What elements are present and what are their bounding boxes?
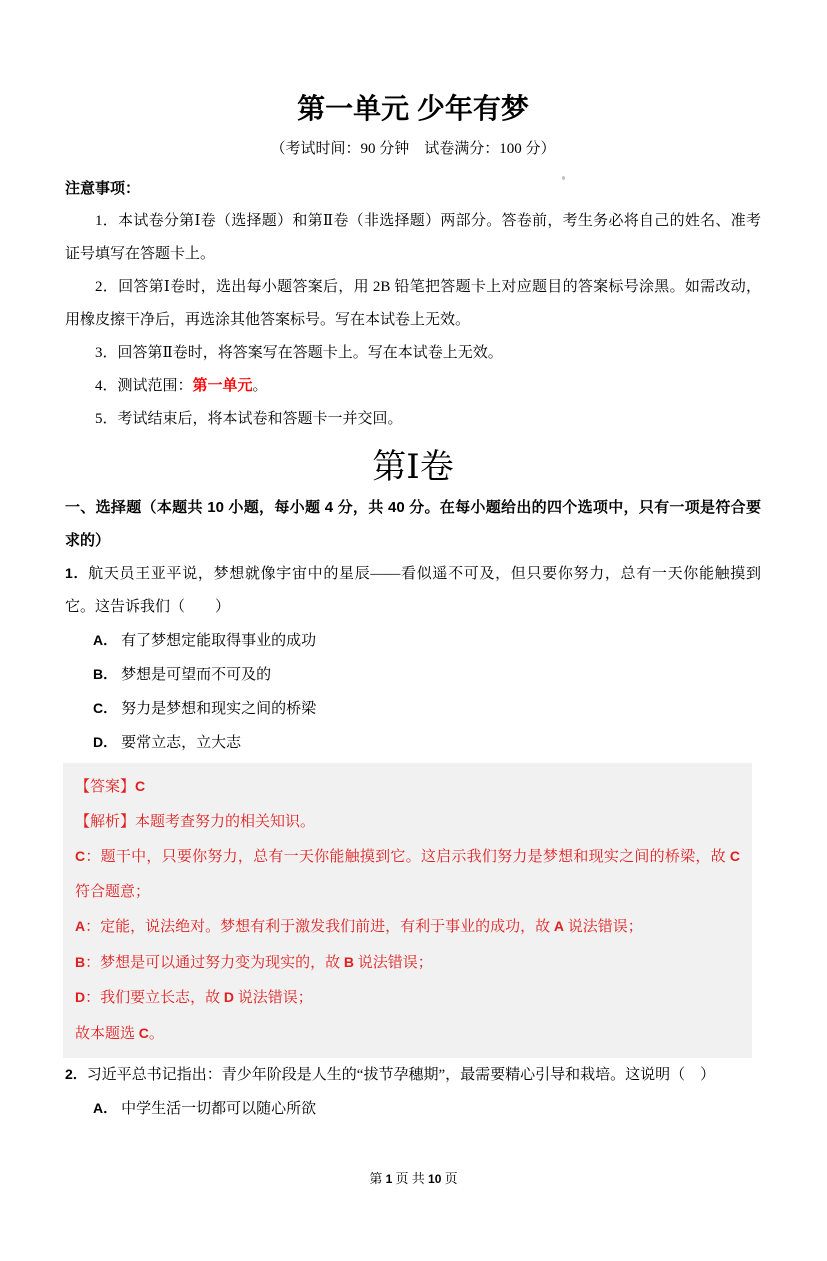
question-1-option-d [65,726,761,760]
option-d-label: D． [93,734,118,750]
question-2-options [65,1092,761,1126]
note-4-prefix: 4．测试范围： [95,378,193,394]
exam-info-line: （考试时间：90 分钟 试卷满分：100 分） [270,141,556,157]
question-2-stem [65,1058,761,1092]
notes-heading: 注意事项： [65,180,141,197]
document-body [0,92,827,1126]
note-4-scope-highlight: 第一单元 [192,378,253,394]
footer-mid: 页 共 [392,1171,429,1186]
analysis-option-a: A：定能，说法绝对。梦想有利于激发我们前进，有利于事业的成功，故 A 说法错误； [75,918,643,935]
question-2-text: 习近平总书记指出：青少年阶段是人生的“拔节孕穗期”，最需要精心引导和栽培。这说明（ ） [86,1067,716,1083]
answer-line: 【答案】C [75,778,146,795]
note-4-suffix: 。 [252,378,268,394]
question-2-option-a [65,1092,761,1126]
analysis-line: 【解析】本题考查努力的相关知识。 [75,813,316,830]
footer-suffix: 页 [441,1171,458,1186]
note-item-2: 2．回答第Ⅰ卷时，选出每小题答案后，用 2B 铅笔把答题卡上对应题目的答案标号涂黑。如需改动，用橡皮擦干净后，再选涂其他答案标号。写在本试卷上无效。 [65,279,761,328]
option-b-label: B． [93,666,118,682]
page-footer [0,1170,827,1188]
section1-heading: 一、选择题（本题共 10 小题，每小题 4 分，共 40 分。在每小题给出的四个选项中，只有一项是符合要求的） [65,499,761,549]
analysis-conclusion: 故本题选 C。 [75,1024,164,1042]
q2-option-a-label: A． [93,1100,118,1116]
note-item-4 [65,370,761,403]
question-1-option-a [65,624,761,658]
analysis-option-c: C：题干中，只要你努力，总有一天你能触摸到它。这启示我们努力是梦想和现实之间的桥梁，故 C 符合题意； [75,848,740,900]
question-1-number: 1． [65,565,89,581]
option-a-text: 有了梦想定能取得事业的成功 [121,633,317,649]
note-item-5: 5．考试结束后，将本试卷和答题卡一并交回。 [95,411,403,427]
note-item-1: 1．本试卷分第Ⅰ卷（选择题）和第Ⅱ卷（非选择题）两部分。答卷前，考生务必将自己的姓名、准考证号填写在答题卡上。 [65,213,761,262]
footer-page-number: 1 [385,1172,393,1186]
page-title: 第一单元 少年有梦 [297,93,529,124]
analysis-option-d: D：我们要立长志，故 D 说法错误； [75,989,313,1006]
stray-speck [562,176,565,180]
question-1-text: 航天员王亚平说，梦想就像宇宙中的星辰——看似遥不可及，但只要你努力，总有一天你能触摸到它。这告诉我们（ ） [65,566,761,615]
option-b-text: 梦想是可望而不可及的 [121,667,272,683]
answer-analysis-block [63,763,752,1058]
option-c-label: C． [93,700,118,716]
question-1-option-b [65,658,761,692]
exam-paper-page [0,92,827,1261]
question-1-stem [65,557,761,624]
footer-total-pages: 10 [428,1172,442,1186]
option-c-text: 努力是梦想和现实之间的桥梁 [121,701,317,717]
question-2-number: 2． [65,1066,87,1082]
part1-heading: 第Ⅰ卷 [372,449,454,486]
option-d-text: 要常立志，立大志 [121,735,242,751]
footer-prefix: 第 [369,1171,386,1186]
question-1-option-c [65,692,761,726]
question-1-options [65,624,761,760]
note-item-3: 3．回答第Ⅱ卷时，将答案写在答题卡上。写在本试卷上无效。 [95,345,503,361]
analysis-option-b: B：梦想是可以通过努力变为现实的，故 B 说法错误； [75,953,433,971]
option-a-label: A． [93,632,118,648]
q2-option-a-text: 中学生活一切都可以随心所欲 [121,1101,317,1117]
